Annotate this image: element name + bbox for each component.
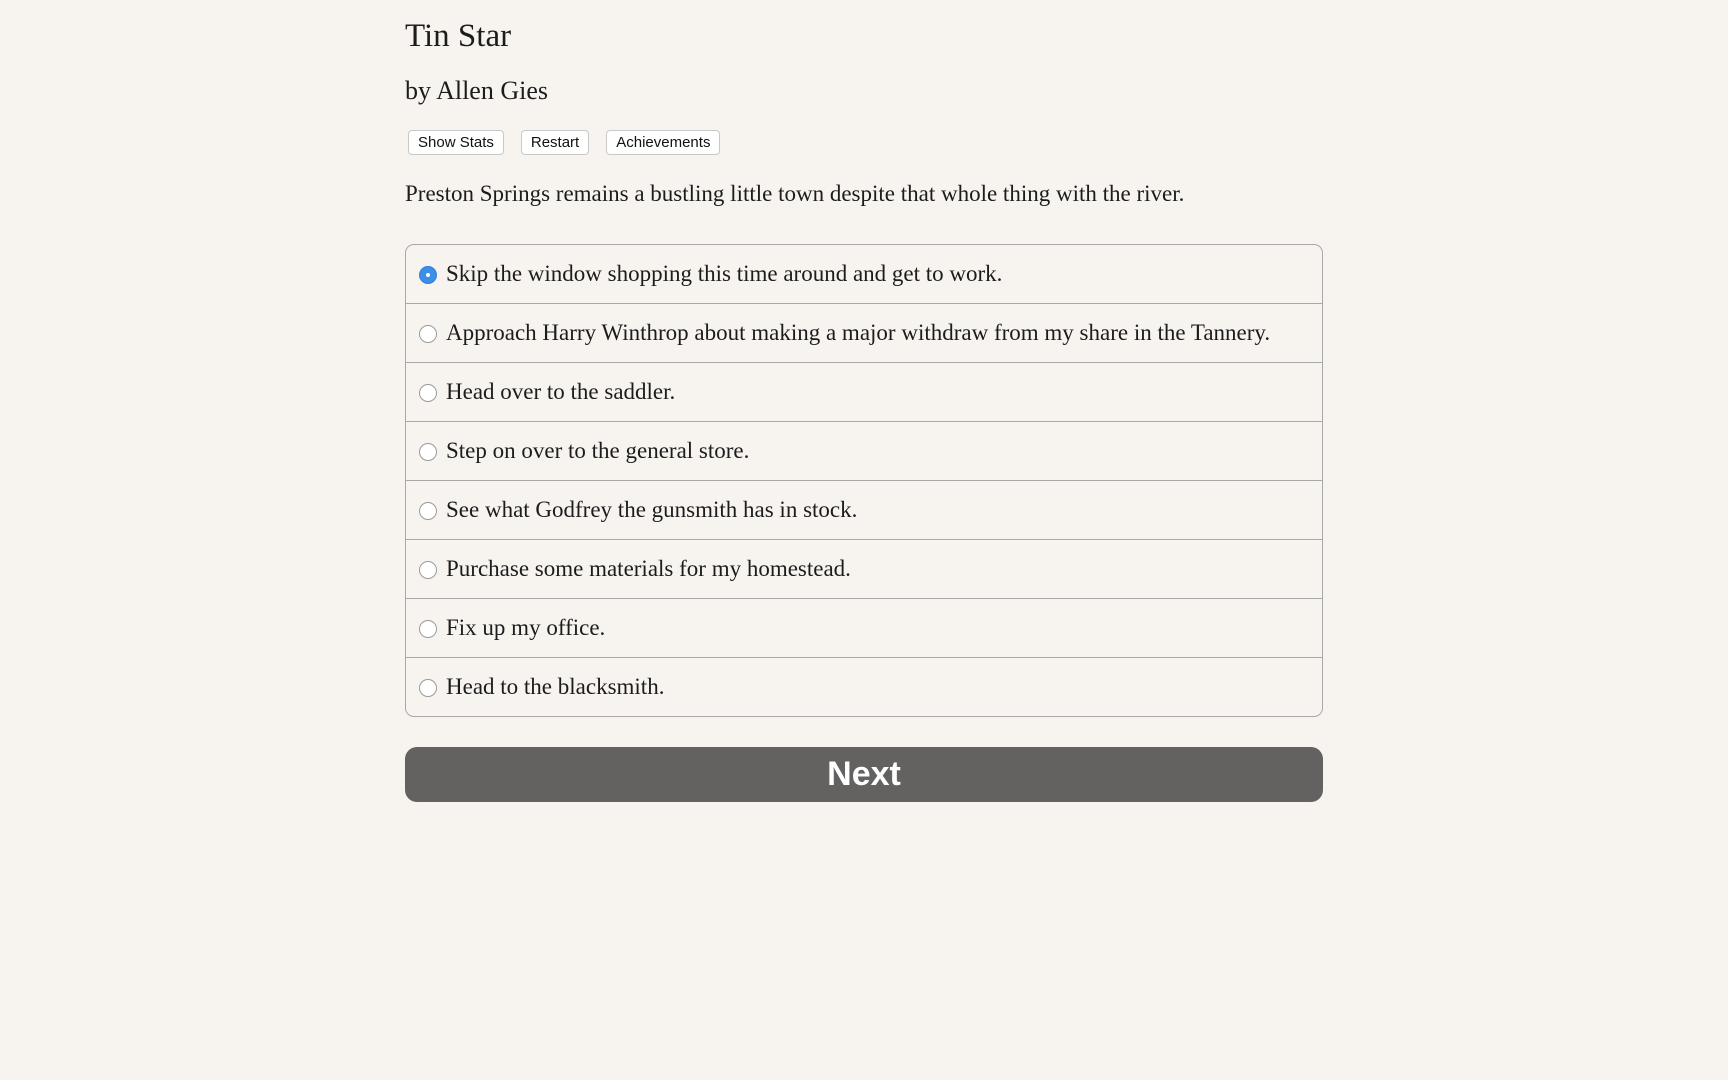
radio-button-icon[interactable]: [419, 502, 437, 520]
choice-option[interactable]: [406, 245, 1322, 303]
next-button[interactable]: Next: [405, 747, 1323, 802]
game-title: Tin Star: [405, 18, 512, 54]
choice-label: Skip the window shopping this time around and get to work.: [446, 261, 1003, 286]
choice-option[interactable]: [406, 421, 1322, 480]
choice-option[interactable]: [406, 303, 1322, 362]
toolbar: [408, 130, 720, 155]
achievements-button[interactable]: Achievements: [606, 130, 720, 155]
story-text: Preston Springs remains a bustling little town despite that whole thing with the river.: [405, 181, 1185, 206]
radio-button-icon[interactable]: [419, 561, 437, 579]
choice-option[interactable]: [406, 539, 1322, 598]
show-stats-button[interactable]: Show Stats: [408, 130, 504, 155]
radio-button-icon[interactable]: [419, 384, 437, 402]
choice-option[interactable]: [406, 657, 1322, 716]
choice-label: Head to the blacksmith.: [446, 674, 665, 699]
choice-option[interactable]: [406, 598, 1322, 657]
choice-label: See what Godfrey the gunsmith has in stock.: [446, 497, 858, 522]
radio-button-icon[interactable]: [419, 620, 437, 638]
choice-label: Approach Harry Winthrop about making a major withdraw from my share in the Tannery.: [446, 320, 1271, 345]
game-author: by Allen Gies: [405, 76, 548, 105]
radio-button-icon[interactable]: [419, 325, 437, 343]
choice-option[interactable]: [406, 480, 1322, 539]
choice-label: Fix up my office.: [446, 615, 606, 640]
radio-button-icon[interactable]: [419, 679, 437, 697]
choice-label: Purchase some materials for my homestead.: [446, 556, 851, 581]
choice-label: Head over to the saddler.: [446, 379, 676, 404]
choice-option[interactable]: [406, 362, 1322, 421]
choice-list: [405, 244, 1323, 717]
restart-button[interactable]: Restart: [521, 130, 589, 155]
radio-button-icon[interactable]: [419, 443, 437, 461]
radio-button-icon[interactable]: [419, 266, 437, 284]
choice-label: Step on over to the general store.: [446, 438, 750, 463]
